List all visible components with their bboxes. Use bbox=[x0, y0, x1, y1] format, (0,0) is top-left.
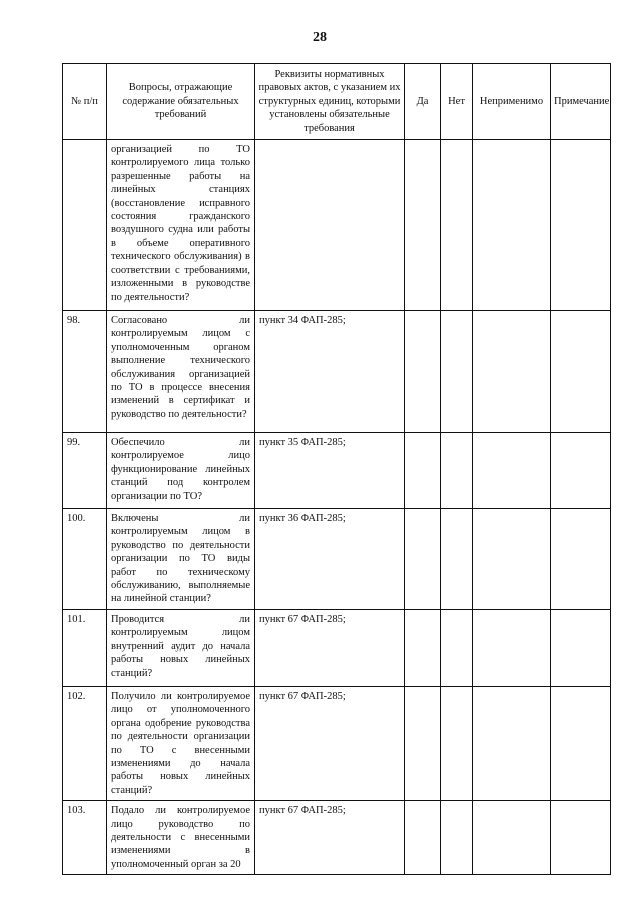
no-cell[interactable] bbox=[441, 686, 473, 800]
header-note: Примечание bbox=[551, 64, 611, 140]
table-row bbox=[63, 140, 611, 311]
page-number: 28 bbox=[313, 30, 327, 45]
not-applicable-cell[interactable] bbox=[473, 509, 551, 610]
yes-cell[interactable] bbox=[405, 609, 441, 686]
question-text: Включены ли контролируемым лицом в руководство по деятельности организации по ТО виды работ по техническому обслуживанию, выполняемые на линейной станции? bbox=[107, 509, 255, 610]
row-number: 102. bbox=[63, 686, 107, 800]
row-number bbox=[63, 140, 107, 311]
not-applicable-cell[interactable] bbox=[473, 311, 551, 433]
no-cell[interactable] bbox=[441, 609, 473, 686]
row-number: 103. bbox=[63, 801, 107, 875]
no-cell[interactable] bbox=[441, 140, 473, 311]
question-text: Проводится ли контролируемым лицом внутренний аудит до начала работы новых линейных станций? bbox=[107, 609, 255, 686]
no-cell[interactable] bbox=[441, 433, 473, 509]
requirement-ref: пункт 67 ФАП-285; bbox=[255, 801, 405, 875]
yes-cell[interactable] bbox=[405, 686, 441, 800]
requirement-ref: пункт 67 ФАП-285; bbox=[255, 686, 405, 800]
table-row bbox=[63, 686, 611, 800]
row-number: 98. bbox=[63, 311, 107, 433]
question-text: Согласовано ли контролируемым лицом с уполномоченным органом выполнение технического обслуживания организацией по ТО в процессе внесения изменений в сертификат и руководство по деятельности? bbox=[107, 311, 255, 433]
question-text: организацией по ТО контролируемого лица только разрешенные работы на линейных станциях (восстановление исправного состояния гражданского воздушного судна или работы в объеме оперативного технического обслуживания) в соответствии с требованиями, изложенными в руководстве по деятельности? bbox=[107, 140, 255, 311]
no-cell[interactable] bbox=[441, 509, 473, 610]
checklist-table bbox=[62, 63, 611, 875]
note-cell[interactable] bbox=[551, 140, 611, 311]
header-questions: Вопросы, отражающие содержание обязательных требований bbox=[107, 64, 255, 140]
note-cell[interactable] bbox=[551, 433, 611, 509]
row-number: 100. bbox=[63, 509, 107, 610]
row-number: 99. bbox=[63, 433, 107, 509]
header-yes: Да bbox=[405, 64, 441, 140]
table-header-row bbox=[63, 64, 611, 140]
yes-cell[interactable] bbox=[405, 433, 441, 509]
requirement-ref: пункт 34 ФАП-285; bbox=[255, 311, 405, 433]
not-applicable-cell[interactable] bbox=[473, 140, 551, 311]
question-text: Подало ли контролируемое лицо руководство по деятельности с внесенными изменениями в уполномоченный орган за 20 bbox=[107, 801, 255, 875]
table-row bbox=[63, 609, 611, 686]
header-no: Нет bbox=[441, 64, 473, 140]
question-text: Получило ли контролируемое лицо от уполномоченного органа одобрение руководства по деятельности организации по ТО с внесенными изменениями до начала работы новых линейных станций? bbox=[107, 686, 255, 800]
no-cell[interactable] bbox=[441, 311, 473, 433]
note-cell[interactable] bbox=[551, 311, 611, 433]
note-cell[interactable] bbox=[551, 686, 611, 800]
header-requirements: Реквизиты нормативных правовых актов, с указанием их структурных единиц, которыми установлены обязательные требования bbox=[255, 64, 405, 140]
requirement-ref bbox=[255, 140, 405, 311]
requirement-ref: пункт 35 ФАП-285; bbox=[255, 433, 405, 509]
yes-cell[interactable] bbox=[405, 140, 441, 311]
no-cell[interactable] bbox=[441, 801, 473, 875]
table-row bbox=[63, 433, 611, 509]
question-text: Обеспечило ли контролируемое лицо функционирование линейных станций под контролем организации по ТО? bbox=[107, 433, 255, 509]
requirement-ref: пункт 36 ФАП-285; bbox=[255, 509, 405, 610]
note-cell[interactable] bbox=[551, 509, 611, 610]
not-applicable-cell[interactable] bbox=[473, 433, 551, 509]
row-number: 101. bbox=[63, 609, 107, 686]
table-row bbox=[63, 509, 611, 610]
yes-cell[interactable] bbox=[405, 509, 441, 610]
note-cell[interactable] bbox=[551, 801, 611, 875]
header-number: № п/п bbox=[63, 64, 107, 140]
table-row bbox=[63, 801, 611, 875]
table-row bbox=[63, 311, 611, 433]
not-applicable-cell[interactable] bbox=[473, 609, 551, 686]
not-applicable-cell[interactable] bbox=[473, 801, 551, 875]
yes-cell[interactable] bbox=[405, 311, 441, 433]
note-cell[interactable] bbox=[551, 609, 611, 686]
header-not-applicable: Неприменимо bbox=[473, 64, 551, 140]
requirement-ref: пункт 67 ФАП-285; bbox=[255, 609, 405, 686]
not-applicable-cell[interactable] bbox=[473, 686, 551, 800]
yes-cell[interactable] bbox=[405, 801, 441, 875]
